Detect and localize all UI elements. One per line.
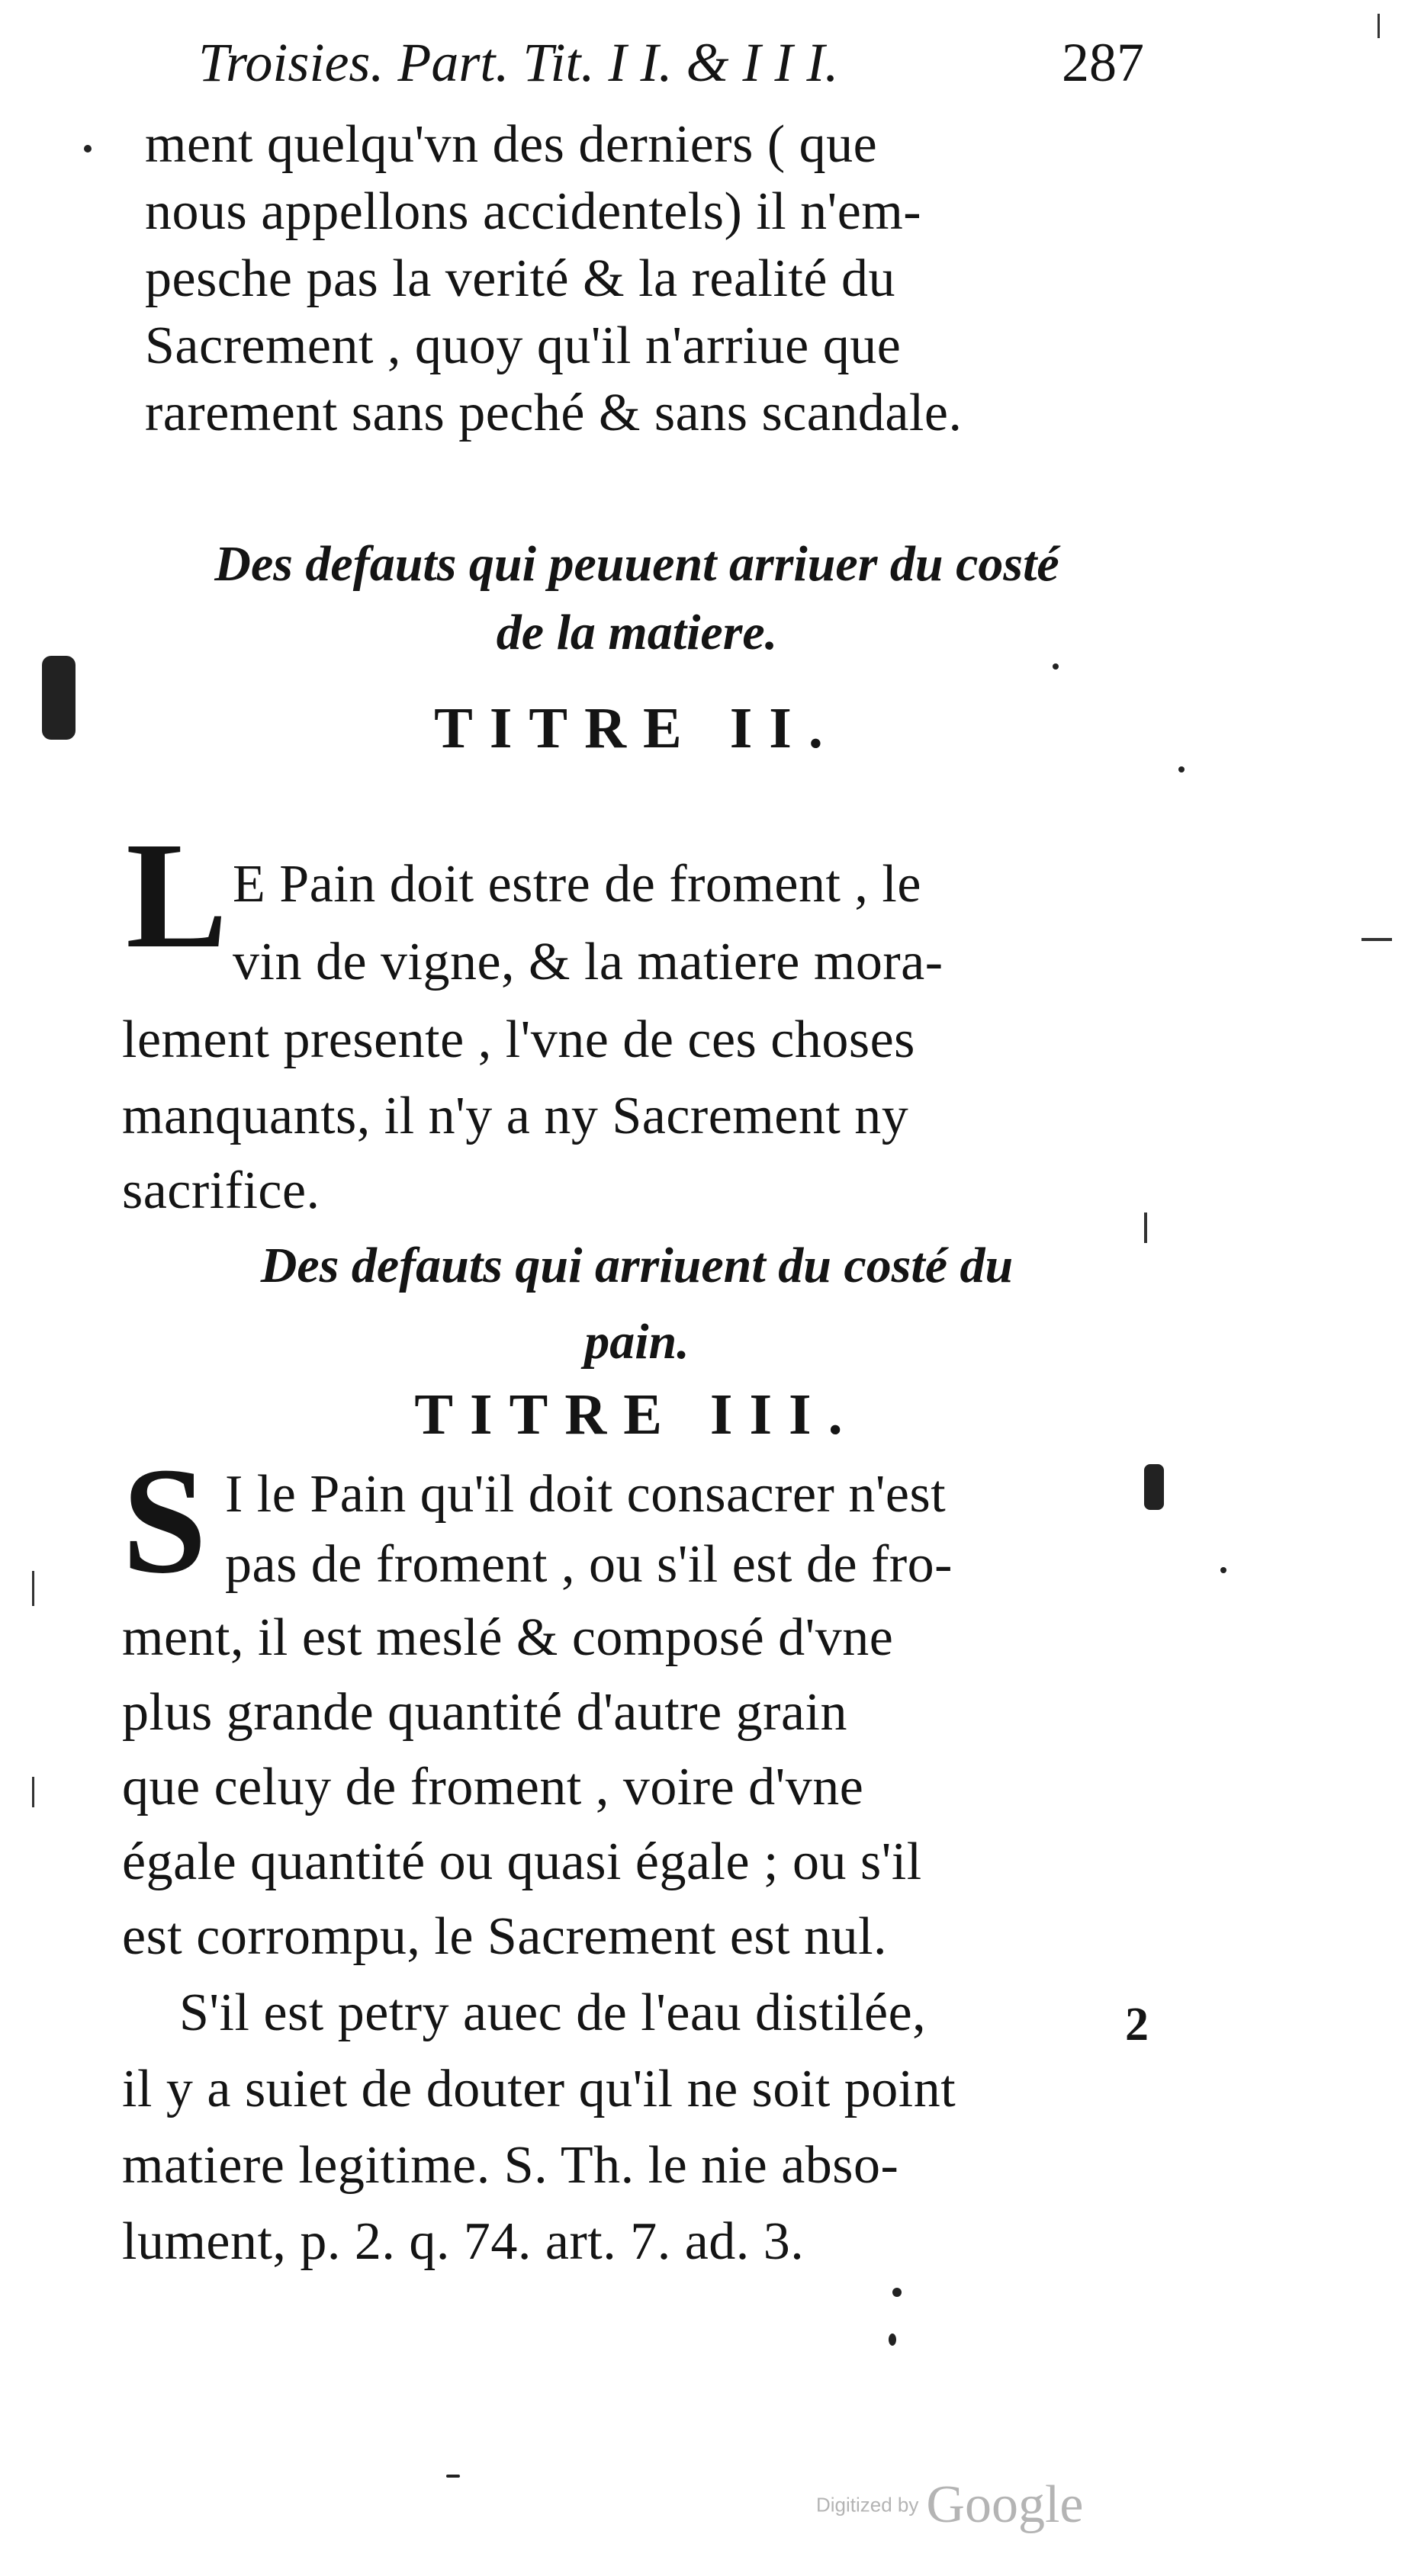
text-line: sacrifice. <box>122 1161 320 1220</box>
section-heading-line: Des defauts qui peuuent arriuer du costé <box>214 536 1059 592</box>
text-line: que celuy de froment , voire d'vne <box>122 1758 864 1816</box>
text-line: rarement sans peché & sans scandale. <box>145 384 963 442</box>
text-line: lument, p. 2. q. 74. art. 7. ad. 3. <box>122 2212 805 2271</box>
scan-mark <box>32 1571 34 1606</box>
section-heading-line: Des defauts qui arriuent du costé du <box>260 1238 1014 1293</box>
text-line: vin de vigne, & la matiere mora- <box>233 933 943 991</box>
text-line: pesche pas la verité & la realité du <box>145 249 895 308</box>
scan-mark <box>1361 938 1392 941</box>
text-line: égale quantité ou quasi égale ; ou s'il <box>122 1832 922 1891</box>
text-line: il y a suiet de douter qu'il ne soit point <box>122 2060 956 2118</box>
scan-mark <box>32 1777 34 1807</box>
ink-blot <box>42 656 76 740</box>
ink-speck <box>84 145 92 153</box>
ink-speck <box>1178 766 1185 772</box>
text-line: est corrompu, le Sacrement est nul. <box>122 1907 888 1966</box>
text-line: nous appellons accidentels) il n'em- <box>145 182 922 241</box>
margin-note: 2 <box>1125 1999 1149 2051</box>
text-line: ment quelqu'vn des derniers ( que <box>145 115 878 174</box>
text-line: plus grande quantité d'autre grain <box>122 1683 847 1742</box>
ink-speck <box>1220 1567 1226 1573</box>
google-logo: Google <box>926 2475 1084 2534</box>
digitized-watermark <box>816 2475 1083 2536</box>
running-head <box>198 31 1144 95</box>
text-line: E Pain doit estre de froment , le <box>233 855 921 914</box>
titre-heading: TITRE II. <box>434 696 840 760</box>
text-line: pas de froment , ou s'il est de fro- <box>225 1535 953 1594</box>
text-line: ment, il est meslé & composé d'vne <box>122 1608 894 1667</box>
scan-mark <box>1144 1213 1147 1243</box>
ink-speck <box>446 2475 460 2478</box>
section-heading-line: de la matiere. <box>496 605 778 660</box>
drop-cap: L <box>126 811 228 980</box>
text-line: Sacrement , quoy qu'il n'arriue que <box>145 316 902 375</box>
scan-mark <box>1377 14 1380 38</box>
titre-heading: TITRE III. <box>414 1383 860 1447</box>
page-number: 287 <box>1062 32 1144 93</box>
running-head-title: Troisies. Part. Tit. I I. & I I I. <box>198 32 839 93</box>
section-heading-line: pain. <box>584 1314 690 1370</box>
ink-speck <box>889 2333 896 2346</box>
ink-speck <box>892 2288 902 2297</box>
text-line: matiere legitime. S. Th. le nie abso- <box>122 2136 899 2195</box>
text-line: lement presente , l'vne de ces choses <box>122 1010 915 1069</box>
ink-blot <box>1144 1464 1164 1510</box>
ink-speck <box>1053 663 1059 670</box>
watermark-prefix: Digitized by <box>816 2493 919 2517</box>
text-line: S'il est petry auec de l'eau distilée, <box>179 1983 927 2042</box>
text-line: manquants, il n'y a ny Sacrement ny <box>122 1087 909 1145</box>
drop-cap: S <box>122 1437 207 1605</box>
text-line: I le Pain qu'il doit consacrer n'est <box>225 1465 947 1524</box>
